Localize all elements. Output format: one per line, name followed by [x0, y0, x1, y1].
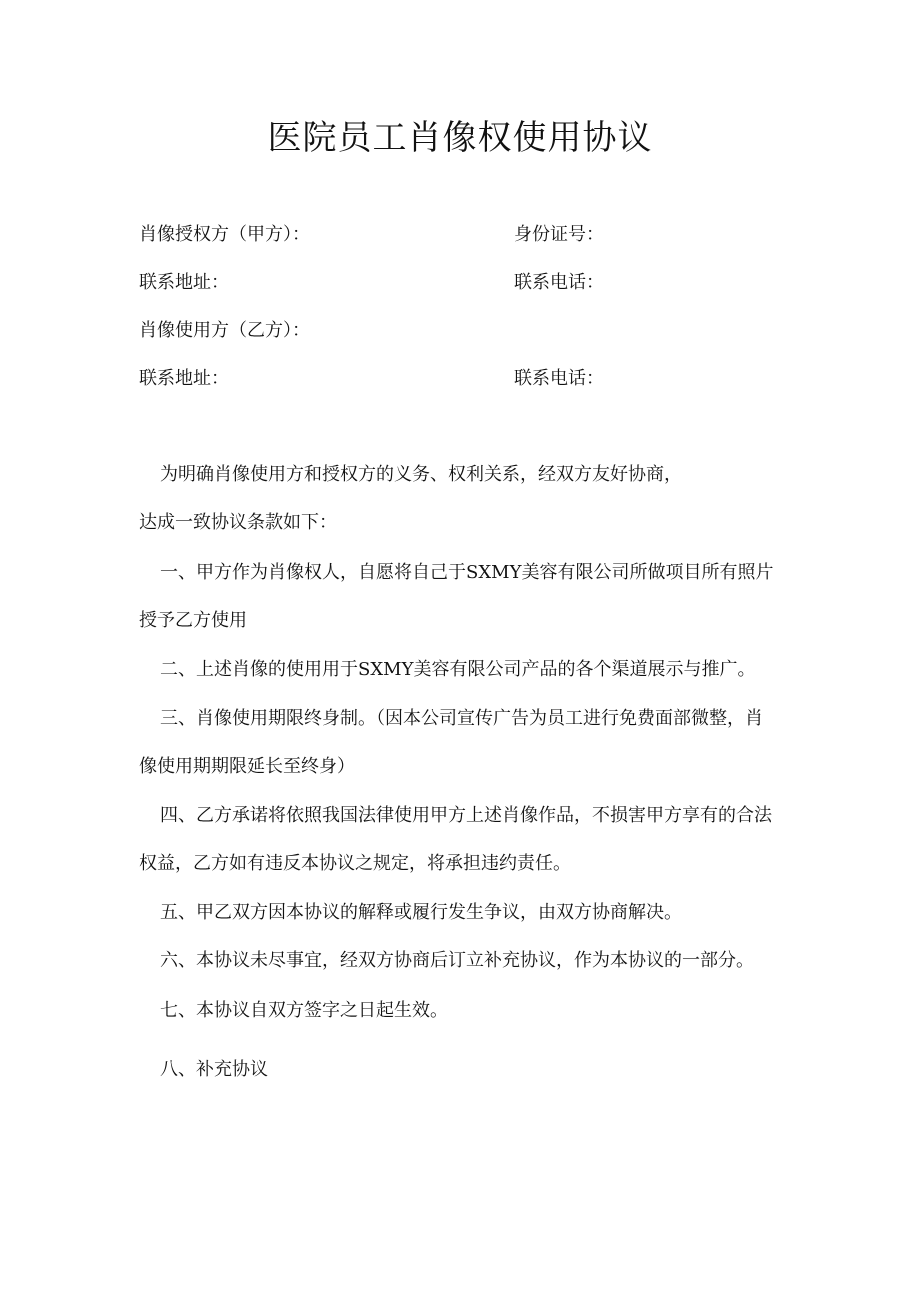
- user-phone-label: 联系电话：: [514, 368, 604, 389]
- user-address-label: 联系地址：: [139, 368, 229, 389]
- grantor-id-label: 身份证号：: [514, 224, 604, 245]
- clause-7: 七、本协议自双方签字之日起生效。: [160, 1000, 448, 1021]
- clause-1-line-2: 授予乙方使用: [139, 610, 247, 631]
- clause-8: 八、补充协议: [160, 1059, 268, 1080]
- clause-1-line-1: 一、甲方作为肖像权人，自愿将自己于SXMY美容有限公司所做项目所有照片: [160, 562, 774, 583]
- clause-4-line-1: 四、乙方承诺将依照我国法律使用甲方上述肖像作品，不损害甲方享有的合法: [160, 805, 772, 826]
- preamble-line-1: 为明确肖像使用方和授权方的义务、权利关系，经双方友好协商，: [160, 464, 682, 485]
- clause-4-line-2: 权益，乙方如有违反本协议之规定，将承担违约责任。: [139, 853, 571, 874]
- clause-3-line-2: 像使用期期限延长至终身）: [139, 756, 355, 777]
- preamble-line-2: 达成一致协议条款如下：: [139, 512, 337, 533]
- clause-3-line-1: 三、肖像使用期限终身制。（因本公司宣传广告为员工进行免费面部微整，肖: [160, 708, 763, 729]
- grantor-address-label: 联系地址：: [139, 272, 229, 293]
- document-title: 医院员工肖像权使用协议: [267, 118, 653, 158]
- clause-6: 六、本协议未尽事宜，经双方协商后订立补充协议，作为本协议的一部分。: [160, 950, 754, 971]
- user-label: 肖像使用方（乙方）：: [139, 320, 310, 341]
- clause-2: 二、上述肖像的使用用于SXMY美容有限公司产品的各个渠道展示与推广。: [160, 659, 756, 680]
- grantor-phone-label: 联系电话：: [514, 272, 604, 293]
- grantor-label: 肖像授权方（甲方）：: [139, 224, 310, 245]
- clause-5: 五、甲乙双方因本协议的解释或履行发生争议，由双方协商解决。: [160, 902, 682, 923]
